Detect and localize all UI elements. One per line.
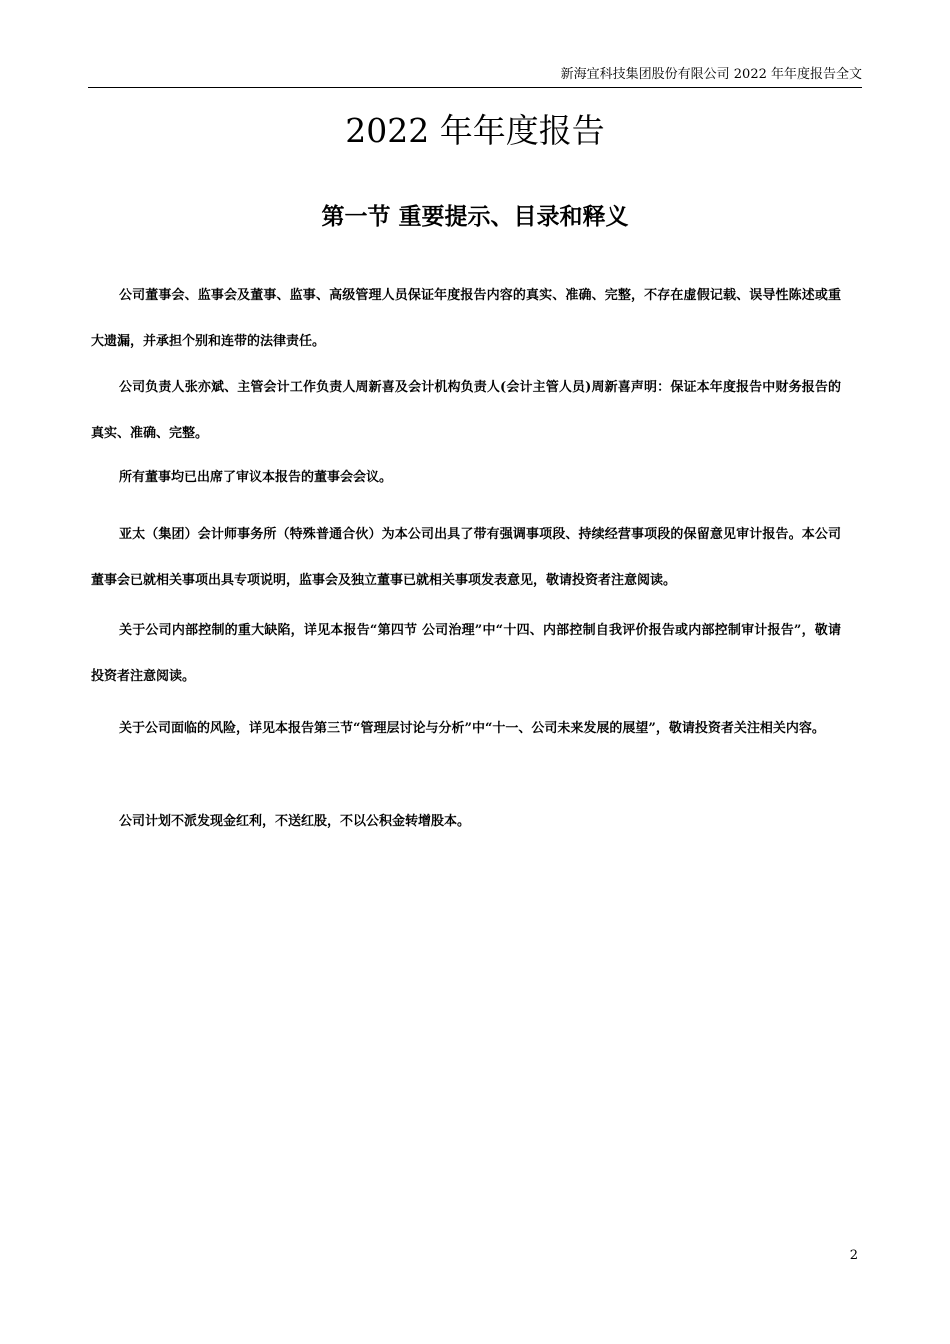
statement-internal-control: 关于公司内部控制的重大缺陷，详见本报告“第四节 公司治理”中“十四、内部控制自我评价报告或内部控制审计报告”，敬请投资者注意阅读。 [91,623,841,684]
section-title: 第一节 重要提示、目录和释义 [321,203,629,230]
statement-audit-opinion: 亚太（集团）会计师事务所（特殊普通合伙）为本公司出具了带有强调事项段、持续经营事项段的保留意见审计报告。本公司董事会已就相关事项出具专项说明，监事会及独立董事已就相关事项发表意见，敬请投资者注意阅读。 [91,527,841,588]
statement-board-attendance: 所有董事均已出席了审议本报告的董事会会议。 [119,470,393,485]
statement-responsibility: 公司董事会、监事会及董事、监事、高级管理人员保证年度报告内容的真实、准确、完整，不存在虚假记载、误导性陈述或重大遗漏，并承担个别和连带的法律责任。 [91,288,841,349]
running-header: 新海宜科技集团股份有限公司 2022 年年度报告全文 [560,67,862,82]
page-number: 2 [849,1248,858,1263]
header-rule [88,87,862,88]
statement-dividend-plan: 公司计划不派发现金红利，不送红股，不以公积金转增股本。 [119,814,471,829]
statement-financial-declaration: 公司负责人张亦斌、主管会计工作负责人周新喜及会计机构负责人(会计主管人员)周新喜声明：保证本年度报告中财务报告的真实、准确、完整。 [91,380,841,441]
statement-risk: 关于公司面临的风险，详见本报告第三节“管理层讨论与分析”中“十一、公司未来发展的展望”，敬请投资者关注相关内容。 [119,721,825,736]
report-title: 2022 年年度报告 [345,111,605,150]
